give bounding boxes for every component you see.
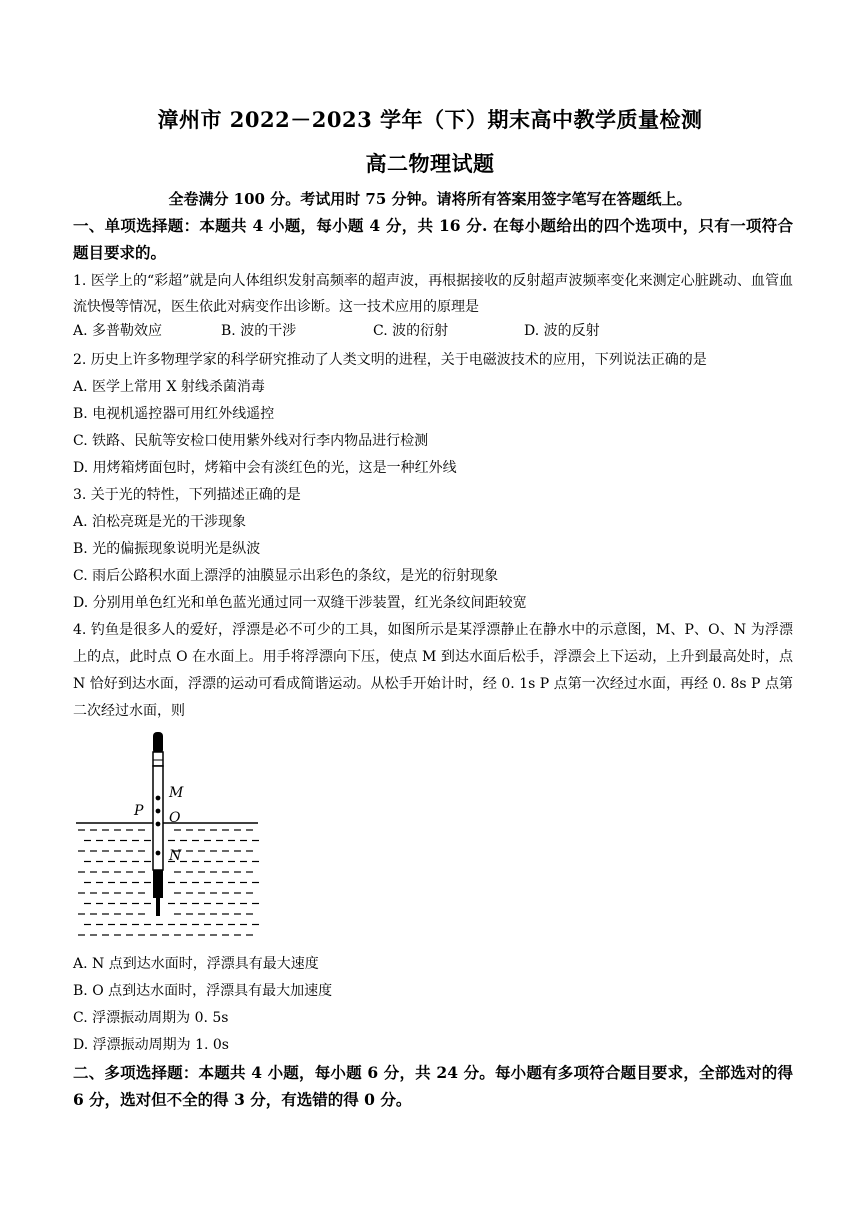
q3-option-b: B. 光的偏振现象说明光是纵波 [73, 541, 261, 557]
q2-option-a: A. 医学上常用 X 射线杀菌消毒 [73, 379, 265, 395]
q2-option-c: C. 铁路、民航等安检口使用紫外线对行李内物品进行检测 [73, 433, 429, 449]
q4-stem: 4. 钓鱼是很多人的爱好，浮漂是必不可少的工具，如图所示是某浮漂静止在静水中的示意图，M、P、O、N 为浮漂上的点，此时点 O 在水面上。用手将浮漂向下压，使点 M 到达水面后松手，浮漂会上下运动，上升到最高处时，点 N 恰好到达水面，浮漂的运动可看成简谐运动。从松手开始计时，经 0. 1s P 点第一次经过水面，再经 0. 8s P 点第二次经过水面，则 [73, 622, 793, 719]
float-top-cap [153, 732, 163, 754]
section-1-heading: 一、单项选择题：本题共 4 小题，每小题 4 分，共 16 分. 在每小题给出的四个选项中，只有一项符合题目要求的。 [73, 216, 793, 262]
float-stem [156, 898, 160, 916]
q1-options [73, 320, 793, 346]
exam-title: 漳州市 2022－2023 学年（下）期末高中教学质量检测 [157, 107, 703, 132]
point-p [156, 809, 161, 814]
label-p: P [134, 803, 144, 819]
label-m: M [169, 785, 184, 801]
exam-subtitle: 高二物理试题 [365, 151, 495, 176]
q2-stem: 2. 历史上许多物理学家的科学研究推动了人类文明的进程，关于电磁波技术的应用，下列说法正确的是 [73, 352, 707, 368]
q3-stem: 3. 关于光的特性，下列描述正确的是 [73, 487, 301, 503]
float-weight [153, 870, 163, 898]
q3-option-a: A. 泊松亮斑是光的干涉现象 [73, 514, 247, 530]
float-diagram [72, 730, 262, 945]
q4-option-a: A. N 点到达水面时，浮漂具有最大速度 [73, 956, 319, 972]
point-n [156, 851, 161, 856]
q1-option-b: B. 波的干涉 [221, 323, 297, 339]
q3-option-c: C. 雨后公路积水面上漂浮的油膜显示出彩色的条纹，是光的衍射现象 [73, 568, 499, 584]
q4-option-b: B. O 点到达水面时，浮漂具有最大加速度 [73, 983, 333, 999]
q4-option-c: C. 浮漂振动周期为 0. 5s [73, 1010, 229, 1026]
q1-option-d: D. 波的反射 [524, 323, 600, 339]
exam-instructions: 全卷满分 100 分。考试用时 75 分钟。请将所有答案用签字笔写在答题纸上。 [168, 190, 692, 208]
label-o: O [169, 810, 181, 826]
q2-option-b: B. 电视机遥控器可用红外线遥控 [73, 406, 275, 422]
point-o [156, 822, 161, 827]
water-dashes [78, 830, 259, 935]
q1-option-a: A. 多普勒效应 [73, 323, 163, 339]
point-m [156, 796, 161, 801]
q1-option-c: C. 波的衍射 [373, 323, 449, 339]
q3-option-d: D. 分别用单色红光和单色蓝光通过同一双缝干涉装置，红光条纹间距较宽 [73, 595, 527, 611]
q2-option-d: D. 用烤箱烤面包时，烤箱中会有淡红色的光，这是一种红外线 [73, 460, 457, 476]
q1-stem: 1. 医学上的“彩超”就是向人体组织发射高频率的超声波，再根据接收的反射超声波频率变化来测定心脏跳动、血管血流快慢等情况，医生依此对病变作出诊断。这一技术应用的原理是 [73, 273, 793, 315]
q4-option-d: D. 浮漂振动周期为 1. 0s [73, 1037, 229, 1053]
label-n: N [169, 848, 182, 864]
section-2-heading: 二、多项选择题：本题共 4 小题，每小题 6 分，共 24 分。每小题有多项符合题目要求，全部选对的得 6 分，选对但不全的得 3 分，有选错的得 0 分。 [73, 1063, 793, 1109]
float-white-band [153, 752, 163, 766]
